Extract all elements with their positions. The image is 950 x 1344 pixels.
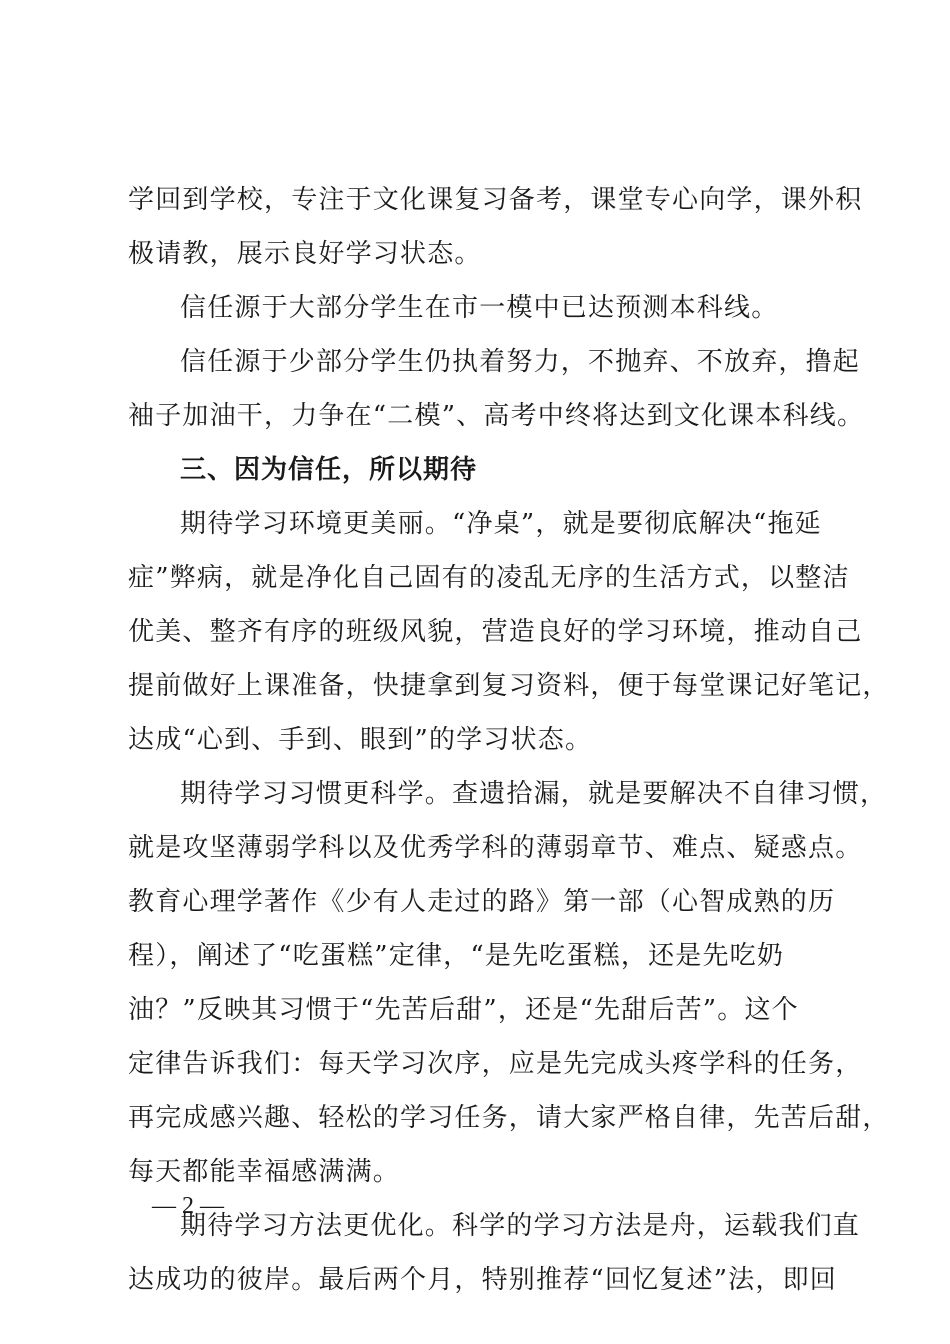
text-line: 就是攻坚薄弱学科以及优秀学科的薄弱章节、难点、疑惑点。 — [128, 833, 863, 863]
text-line: 定律告诉我们：每天学习次序，应是先完成头疼学科的任务， — [128, 1049, 863, 1079]
text-line: 信任源于大部分学生在市一模中已达预测本科线。 — [180, 293, 779, 323]
text-line: 提前做好上课准备，快捷拿到复习资料，便于每堂课记好笔记， — [128, 671, 890, 701]
text-line: 学回到学校，专注于文化课复习备考，课堂专心向学，课外积 — [128, 185, 863, 215]
text-line: 期待学习习惯更科学。查遗拾漏，就是要解决不自律习惯， — [180, 779, 888, 809]
text-line: 优美、整齐有序的班级风貌，营造良好的学习环境，推动自己 — [128, 617, 863, 647]
text-line: 极请教，展示良好学习状态。 — [128, 239, 482, 269]
text-line: 症”弊病，就是净化自己固有的凌乱无序的生活方式，以整洁 — [128, 563, 850, 593]
text-line: 油？”反映其习惯于“先苦后甜”，还是“先甜后苦”。这个 — [128, 995, 799, 1025]
text-line: 期待学习方法更优化。科学的学习方法是舟，运载我们直 — [180, 1211, 861, 1241]
section-heading: 三、因为信任，所以期待 — [180, 455, 478, 485]
text-line: 程），阐述了“吃蛋糕”定律，“是先吃蛋糕，还是先吃奶 — [128, 941, 785, 971]
text-line: 再完成感兴趣、轻松的学习任务，请大家严格自律，先苦后甜， — [128, 1103, 890, 1133]
text-line: 期待学习环境更美丽。“净桌”，就是要彻底解决“拖延 — [180, 509, 822, 539]
text-line: 教育心理学著作《少有人走过的路》第一部（心智成熟的历 — [128, 887, 836, 917]
text-line: 信任源于少部分学生仍执着努力，不抛弃、不放弃，撸起 — [180, 347, 861, 377]
page-number: — 2 — — [152, 1193, 224, 1219]
text-line: 袖子加油干，力争在“二模”、高考中终将达到文化课本科线。 — [128, 401, 865, 431]
text-line: 达成功的彼岸。最后两个月，特别推荐“回忆复述”法，即回 — [128, 1265, 837, 1295]
text-line: 达成“心到、手到、眼到”的学习状态。 — [128, 725, 593, 755]
text-line: 每天都能幸福感满满。 — [128, 1157, 401, 1187]
